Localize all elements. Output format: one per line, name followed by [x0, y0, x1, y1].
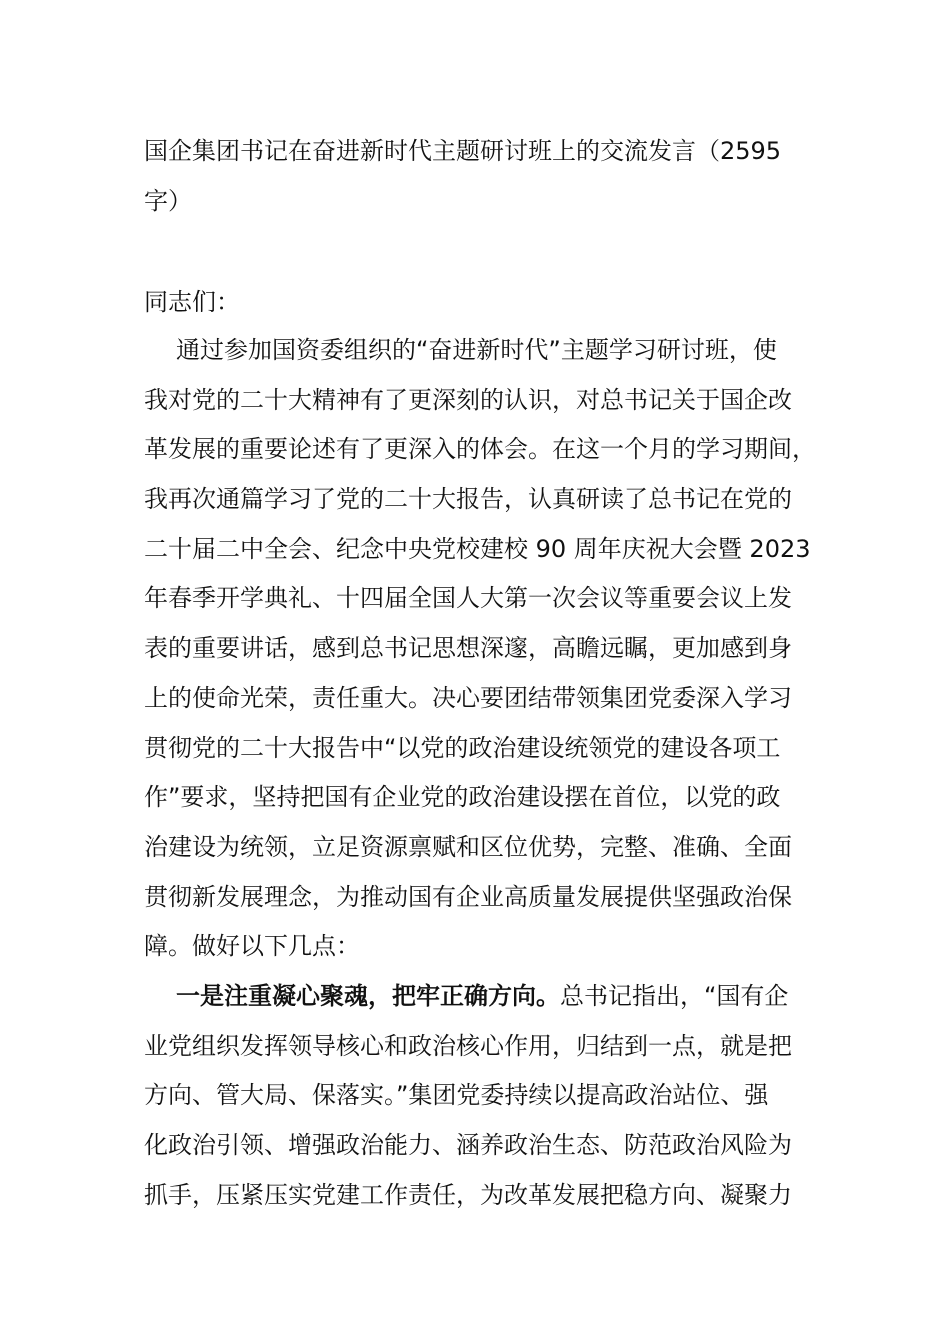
paragraph2-line-4: 化政治引领、增强政治能力、涵养政治生态、防范政治风险为: [144, 1131, 792, 1159]
paragraph1-line-2: 我对党的二十大精神有了更深刻的认识，对总书记关于国企改: [144, 385, 792, 414]
paragraph1-line-3: 革发展的重要论述有了更深入的体会。在这一个月的学习期间，: [144, 435, 816, 464]
paragraph2-line-5: 抓手，压紧压实党建工作责任，为改革发展把稳方向、凝聚力: [144, 1180, 792, 1209]
document-body: [144, 326, 824, 1220]
paragraph1-line-9: 贯彻党的二十大报告中“以党的政治建设统领党的建设各项工: [144, 733, 781, 762]
paragraph1-line-11: 治建设为统领，立足资源禀赋和区位优势，完整、准确、全面: [144, 832, 792, 861]
paragraph1-line-10: 作”要求，坚持把国有企业党的政治建设摆在首位，以党的政: [144, 783, 781, 812]
title-line-1: 国企集团书记在奋进新时代主题研讨班上的交流发言（2595: [144, 137, 782, 165]
paragraph1-line-13: 障。做好以下几点：: [144, 932, 360, 961]
greeting: 同志们：: [144, 288, 240, 316]
paragraph1-line-8: 上的使命光荣，责任重大。决心要团结带领集团党委深入学习: [144, 683, 792, 712]
paragraph1-line-12: 贯彻新发展理念，为推动国有企业高质量发展提供坚强政治保: [144, 882, 792, 911]
paragraph1-line-1: 通过参加国资委组织的“奋进新时代”主题学习研讨班，使: [176, 336, 777, 364]
document-title: [144, 126, 824, 226]
paragraph2-line-3: 方向、管大局、保落实。”集团党委持续以提高政治站位、强: [144, 1081, 769, 1110]
paragraph1-line-5: 二十届二中全会、纪念中央党校建校 90 周年庆祝大会暨 2023: [144, 534, 811, 563]
paragraph2-line-2: 业党组织发挥领导核心和政治核心作用，归结到一点，就是把: [144, 1031, 792, 1060]
paragraph1-line-4: 我再次通篇学习了党的二十大报告，认真研读了总书记在党的: [144, 485, 792, 514]
paragraph2-heading: 一是注重凝心聚魂，把牢正确方向。: [176, 981, 560, 1010]
paragraph2-line-1: [144, 972, 824, 1022]
paragraph1-line-7: 表的重要讲话，感到总书记思想深邃，高瞻远瞩，更加感到身: [144, 634, 792, 663]
title-line-2: 字）: [144, 187, 192, 215]
paragraph1-line-6: 年春季开学典礼、十四届全国人大第一次会议等重要会议上发: [144, 584, 792, 613]
paragraph2-line-1-rest: 总书记指出，“国有企: [560, 981, 789, 1010]
